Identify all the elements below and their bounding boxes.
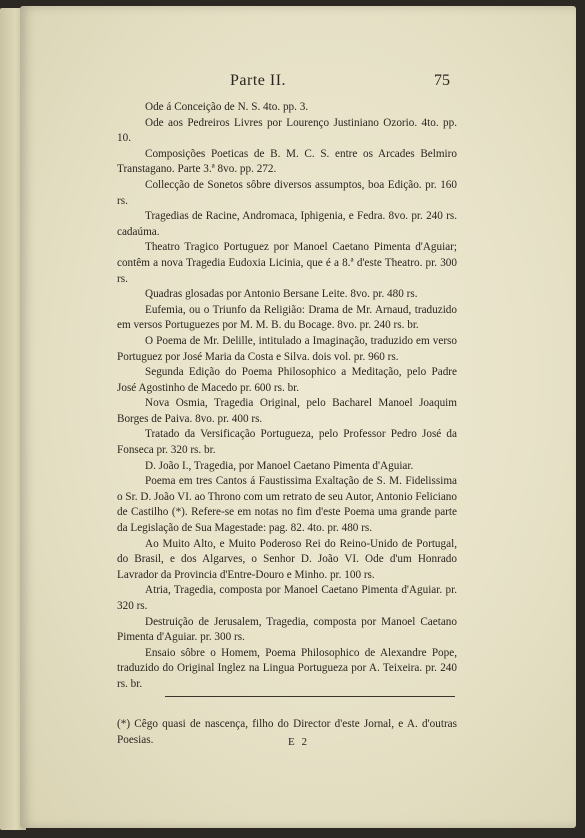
list-item: Segunda Edição do Poema Philosophico a Meditação, pelo Padre José Agostinho de Macedo pr. 600 rs. br. <box>117 366 457 394</box>
list-item: Eufemia, ou o Triunfo da Religião: Drama de Mr. Arnaud, traduzido em versos Portuguezes por M. M. B. du Bocage. 8vo. pr. 240 rs. br. <box>117 303 457 332</box>
list-item: Ode á Conceição de N. S. 4to. pp. 3. <box>145 101 309 113</box>
list-item: Tratado da Versificação Portugueza, pelo Professor Pedro José da Fonseca pr. 320 rs. br. <box>117 428 457 457</box>
list-item: Theatro Tragico Portuguez por Manoel Caetano Pimenta d'Aguiar; contêm a nova Tragedia Eudoxia Licinia, que é a 8.ª d'este Theatro. pr. 300 rs. <box>117 241 457 285</box>
page-number: 75 <box>434 72 450 89</box>
list-item: Ode aos Pedreiros Livres por Lourenço Justiniano Ozorio. 4to. pp. 10. <box>117 116 457 145</box>
list-item: Collecção de Sonetos sôbre diversos assumptos, boa Edição. pr. 160 rs. <box>117 178 457 207</box>
list-item: Poema em tres Cantos á Faustissima Exaltação de S. M. Fidelissima o Sr. D. João VI. ao Throno com um retrato de seu Autor, Antonio Feliciano de Castilho (*). Refere-se em notas no fim d'este Poema uma grande parte da Legislação de Sua Magestade: pag. 82. 4to. pr. 480 rs. <box>117 475 457 535</box>
list-item: Ao Muito Alto, e Muito Poderoso Rei do Reino-Unido de Portugal, do Brasil, e dos Algarves, o Senhor D. João VI. Ode d'um Honrado Lavrador da Provincia d'Entre-Douro e Minho. pr. 100 rs. <box>117 537 457 581</box>
running-head: Parte II. <box>230 72 287 89</box>
footnote: (*) Cêgo quasi de nascença, filho do Director d'este Jornal, e A. d'outras Poesias. <box>117 718 457 746</box>
footnote-divider <box>165 696 455 697</box>
list-item: O Poema de Mr. Delille, intitulado a Imaginação, traduzido em verso Portuguez por José Maria da Costa e Silva. dois vol. pr. 960 rs. <box>117 334 457 363</box>
list-item: D. João I., Tragedia, por Manoel Caetano Pimenta d'Aguiar. <box>145 459 414 472</box>
list-item: Destruição de Jerusalem, Tragedia, composta por Manoel Caetano Pimenta d'Aguiar. pr. 300 rs. <box>117 615 457 644</box>
list-item: Composições Poeticas de B. M. C. S. entre os Arcades Belmiro Transtagano. Parte 3.ª 8vo. pp. 272. <box>117 147 457 176</box>
list-item: Nova Osmia, Tragedia Original, pelo Bacharel Manoel Joaquim Borges de Paiva. 8vo. pr. 400 rs. <box>117 397 457 425</box>
list-item: Quadras glosadas por Antonio Bersane Leite. 8vo. pr. 480 rs. <box>145 288 418 301</box>
book-list <box>117 100 457 693</box>
signature-mark: E 2 <box>288 736 309 748</box>
page-header <box>210 72 470 96</box>
list-item: Tragedias de Racine, Andromaca, Iphigenia, e Fedra. 8vo. pr. 240 rs. cadaúma. <box>117 210 457 238</box>
list-item: Atria, Tragedia, composta por Manoel Caetano Pimenta d'Aguiar. pr. 320 rs. <box>117 584 457 612</box>
list-item: Ensaio sôbre o Homem, Poema Philosophico de Alexandre Pope, traduzido do Original Inglez na Lingua Portugueza por A. Teixeira. pr. 240 rs. br. <box>117 646 457 690</box>
